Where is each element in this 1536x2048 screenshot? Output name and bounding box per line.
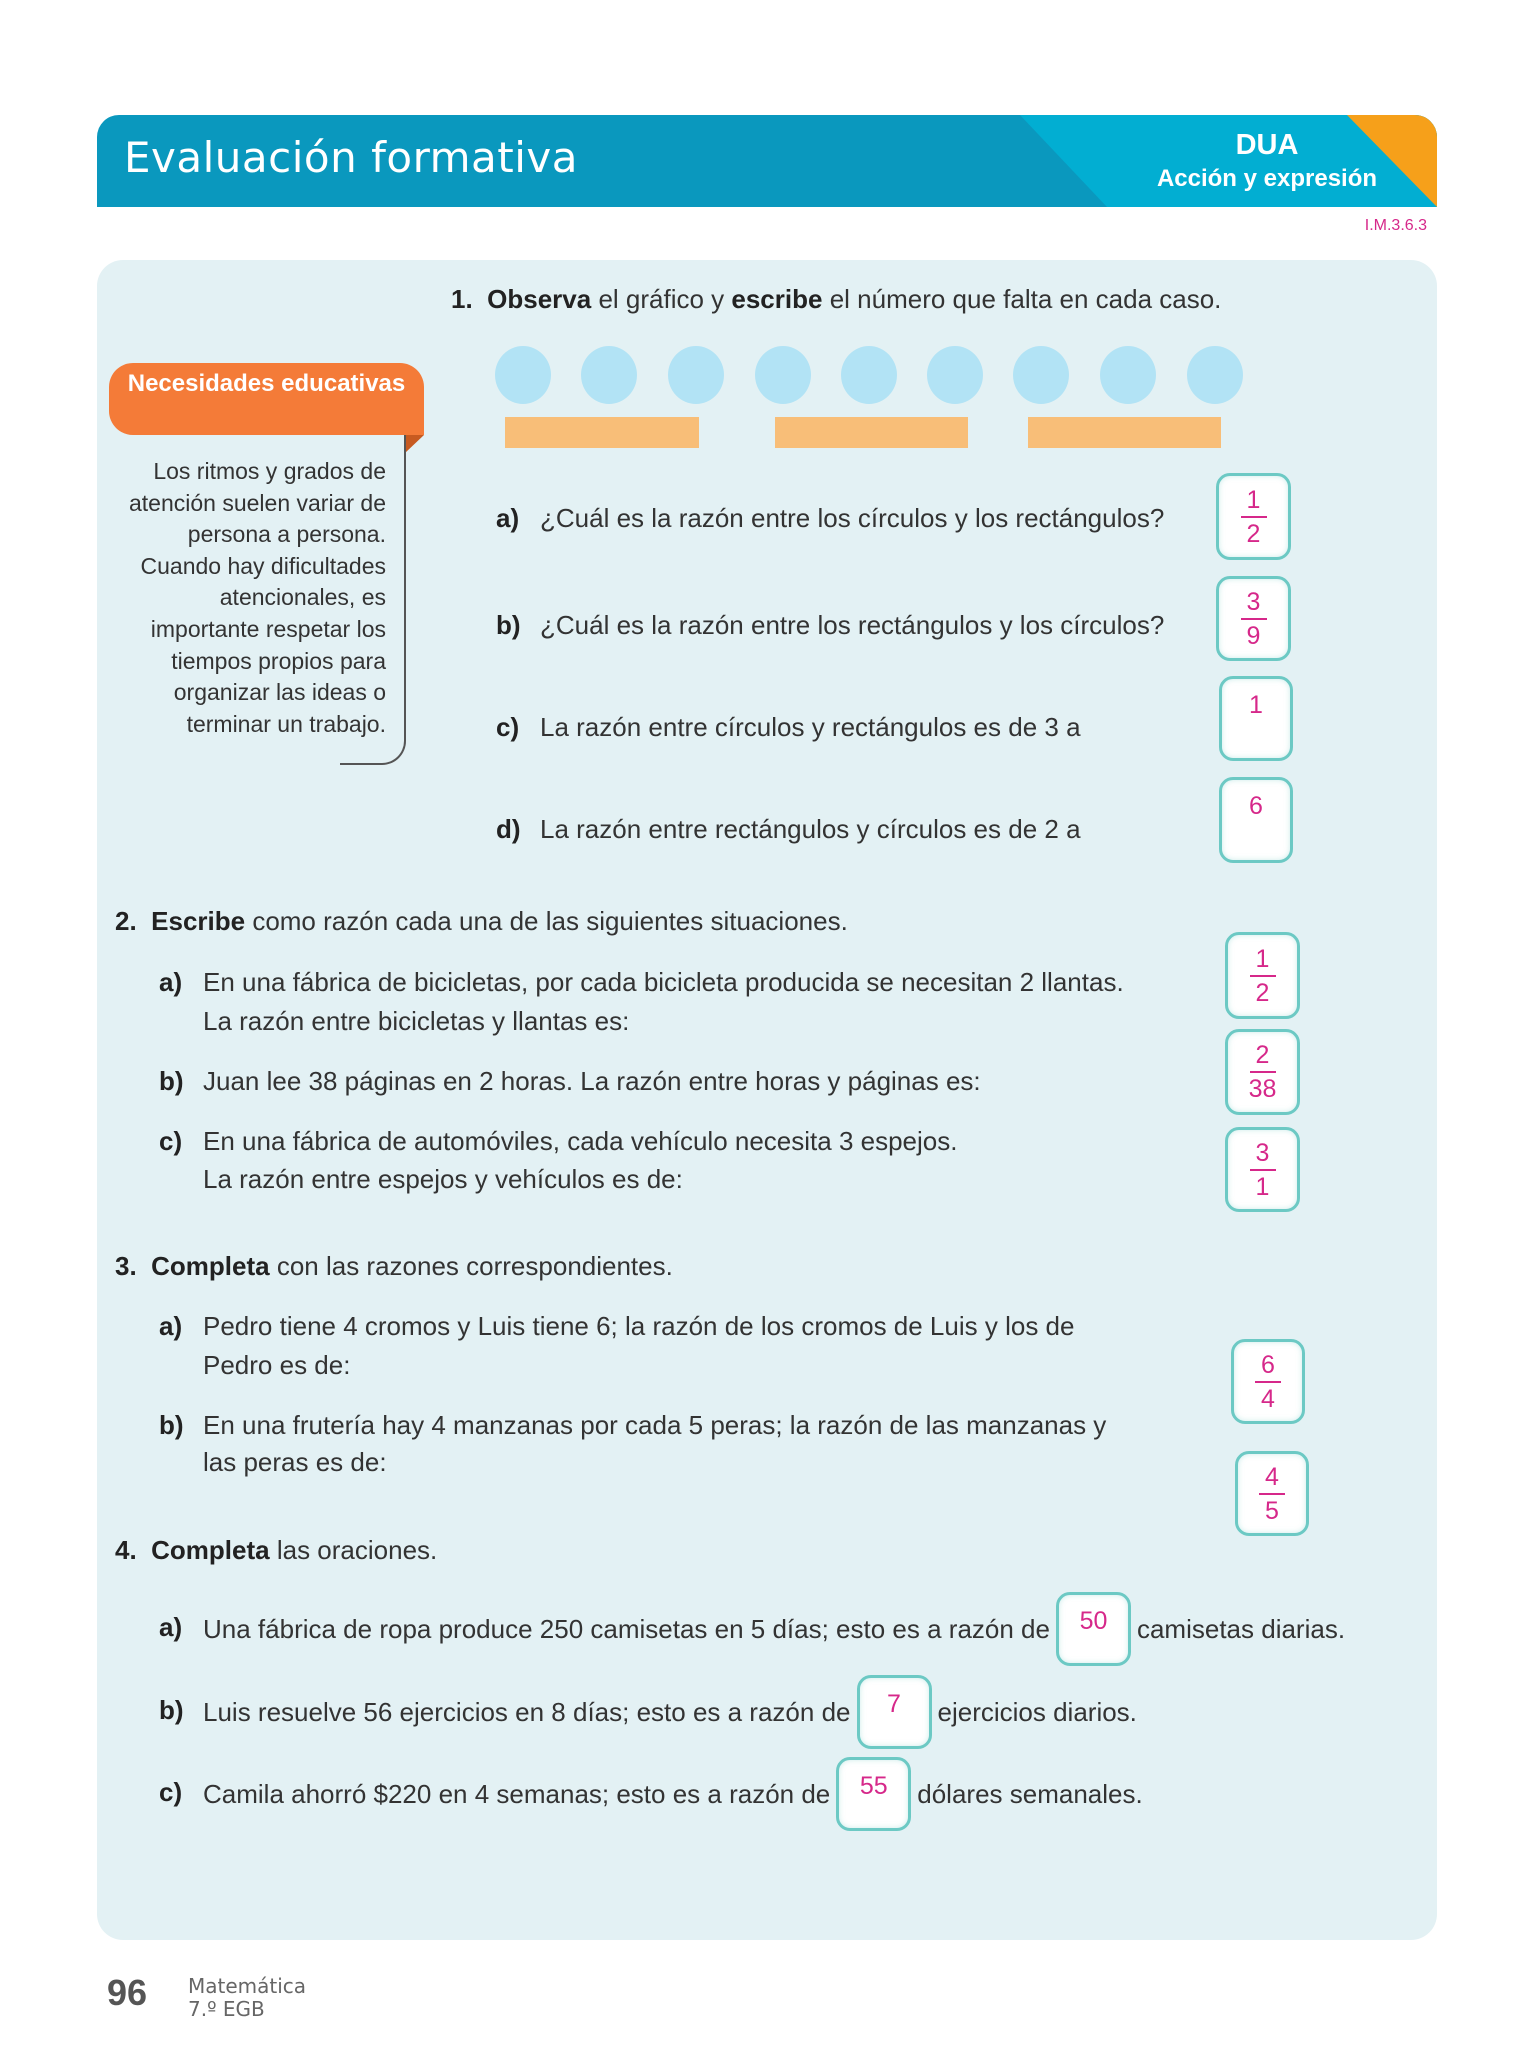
sidebar-line: terminar un trabajo. [186, 710, 386, 737]
item-text: ¿Cuál es la razón entre los círculos y los rectángulos? [540, 503, 1165, 533]
subject: Matemática [188, 1974, 307, 1998]
section-banner [97, 115, 1437, 207]
q-verb: escribe [731, 284, 823, 314]
answer-value: 50 [1079, 1607, 1108, 1635]
item-text: Juan lee 38 páginas en 2 horas. La razón entre horas y páginas es: [203, 1066, 981, 1096]
fraction-bar [1241, 618, 1267, 620]
answer-value: 1 [1249, 691, 1263, 719]
item-label: b) [159, 1066, 184, 1096]
item-text: La razón entre espejos y vehículos es de: [203, 1164, 683, 1194]
answer-box[interactable] [1225, 1127, 1300, 1212]
fraction-bar [1250, 1071, 1276, 1073]
answer-box[interactable] [1235, 1451, 1309, 1536]
q-number: 2. [115, 906, 137, 936]
circle-shape [1100, 346, 1156, 404]
fraction-bar [1250, 1169, 1276, 1171]
circle-shape [841, 346, 897, 404]
answer-numerator: 4 [1265, 1462, 1279, 1491]
item-label: a) [159, 1612, 183, 1642]
item-text: Camila ahorró $220 en 4 semanas; esto es a razón de [203, 1778, 831, 1809]
q-verb: Observa [487, 284, 592, 314]
answer-numerator: 1 [1255, 944, 1270, 973]
answer-denominator: 2 [1255, 978, 1270, 1007]
item-text: ¿Cuál es la razón entre los rectángulos y los círculos? [540, 610, 1165, 640]
item-text: Luis resuelve 56 ejercicios en 8 días; esto es a razón de [203, 1696, 851, 1727]
q-verb: Escribe [151, 906, 246, 936]
sentence-row [203, 1675, 1137, 1749]
answer-value: 55 [859, 1772, 888, 1800]
circle-shape [1013, 346, 1069, 404]
answer-numerator: 3 [1255, 1138, 1270, 1167]
q-number: 4. [115, 1535, 137, 1565]
item-label: b) [159, 1695, 184, 1725]
sidebar-line: atención suelen variar de [129, 489, 386, 516]
sidebar-line: organizar las ideas o [173, 679, 386, 706]
answer-denominator: 4 [1261, 1384, 1275, 1413]
item-text: las peras es de: [203, 1447, 387, 1477]
answer-denominator: 5 [1265, 1496, 1279, 1525]
rectangle-shape [505, 417, 699, 448]
q4-heading [115, 1535, 437, 1566]
answer-numerator: 3 [1246, 587, 1261, 616]
q-text: como razón cada una de las siguientes situaciones. [245, 906, 848, 936]
q-number: 3. [115, 1251, 137, 1281]
circle-shape [581, 346, 637, 404]
q-text: el número que falta en cada caso. [822, 284, 1222, 314]
item-label: c) [496, 712, 520, 742]
item-text: En una fábrica de bicicletas, por cada bicicleta producida se necesitan 2 llantas. [203, 967, 1124, 997]
item-text: Pedro tiene 4 cromos y Luis tiene 6; la razón de los cromos de Luis y los de [203, 1311, 1075, 1341]
sentence-row [203, 1757, 1143, 1831]
sidebar-line: atencionales, es [219, 584, 386, 611]
item-label: a) [159, 1311, 183, 1341]
q-text: el gráfico y [591, 284, 732, 314]
grade: 7.º EGB [188, 1997, 265, 2021]
sidebar-tab: Necesidades educativas [109, 363, 424, 435]
item-label: b) [496, 610, 521, 640]
item-label: a) [496, 503, 520, 533]
sidebar-line: Cuando hay dificultades [140, 552, 386, 579]
answer-value: 7 [887, 1690, 901, 1718]
q-text: las oraciones. [269, 1535, 438, 1565]
item-text: ejercicios diarios. [937, 1696, 1137, 1727]
q-number: 1. [451, 284, 473, 314]
page-title: Evaluación formativa [124, 133, 578, 182]
item-label: c) [159, 1126, 183, 1156]
answer-box[interactable] [1216, 576, 1291, 661]
item-text: Una fábrica de ropa produce 250 camisetas en 5 días; esto es a razón de [203, 1613, 1050, 1644]
fraction-bar [1255, 1381, 1281, 1383]
circle-shape [927, 346, 983, 404]
sidebar-line: persona a persona. [187, 521, 386, 548]
dua-label: DUA [1235, 129, 1299, 161]
sidebar-line: tiempos propios para [171, 647, 386, 674]
answer-numerator: 2 [1255, 1041, 1270, 1069]
item-text: En una fábrica de automóviles, cada vehículo necesita 3 espejos. [203, 1126, 958, 1156]
footer-subject [188, 1975, 306, 2021]
item-text: La razón entre rectángulos y círculos es de 2 a [540, 814, 1081, 844]
sidebar-line: importante respetar los [150, 615, 386, 642]
q3-heading [115, 1251, 673, 1282]
answer-box[interactable] [1231, 1339, 1305, 1424]
dua-subtitle: Acción y expresión [1156, 165, 1378, 192]
sidebar-line: Los ritmos y grados de [153, 458, 386, 484]
answer-box[interactable] [1056, 1592, 1131, 1666]
circle-shape [755, 346, 811, 404]
fraction-bar [1241, 516, 1267, 518]
sidebar-text [100, 456, 386, 740]
fraction-bar [1250, 975, 1276, 977]
circle-shape [1187, 346, 1243, 404]
answer-box[interactable] [1219, 676, 1293, 761]
fraction-bar [1259, 1493, 1285, 1495]
answer-box[interactable] [1216, 473, 1291, 560]
item-label: c) [159, 1777, 183, 1807]
answer-denominator: 9 [1246, 621, 1261, 650]
answer-box[interactable] [857, 1675, 932, 1749]
item-label: a) [159, 967, 183, 997]
q2-heading [115, 906, 848, 937]
answer-denominator: 38 [1248, 1075, 1277, 1103]
q-verb: Completa [151, 1535, 270, 1565]
circle-shape [495, 346, 551, 404]
answer-value: 6 [1249, 792, 1263, 820]
indicator-code: I.M.3.6.3 [1364, 217, 1427, 234]
rectangle-shape [775, 417, 968, 448]
item-text: dólares semanales. [917, 1778, 1143, 1809]
item-text: La razón entre bicicletas y llantas es: [203, 1006, 630, 1036]
item-text: camisetas diarias. [1136, 1613, 1346, 1644]
item-label: d) [496, 814, 521, 844]
item-text: La razón entre círculos y rectángulos es de 3 a [540, 712, 1081, 742]
q1-heading [451, 284, 1221, 315]
answer-box[interactable] [836, 1757, 911, 1831]
q-verb: Completa [151, 1251, 270, 1281]
answer-denominator: 1 [1255, 1172, 1270, 1201]
rectangle-shape [1028, 417, 1221, 448]
item-text: En una frutería hay 4 manzanas por cada 5 peras; la razón de las manzanas y [203, 1410, 1107, 1440]
page-number: 96 [107, 1972, 148, 2013]
answer-box[interactable] [1225, 1029, 1300, 1115]
answer-box[interactable] [1225, 932, 1300, 1019]
q-text: con las razones correspondientes. [269, 1251, 673, 1281]
sentence-row [203, 1592, 1345, 1666]
answer-numerator: 1 [1246, 485, 1261, 514]
answer-numerator: 6 [1261, 1350, 1275, 1379]
circle-shape [668, 346, 724, 404]
answer-denominator: 2 [1246, 519, 1261, 548]
item-label: b) [159, 1410, 184, 1440]
answer-box[interactable] [1219, 777, 1293, 863]
item-text: Pedro es de: [203, 1350, 351, 1380]
